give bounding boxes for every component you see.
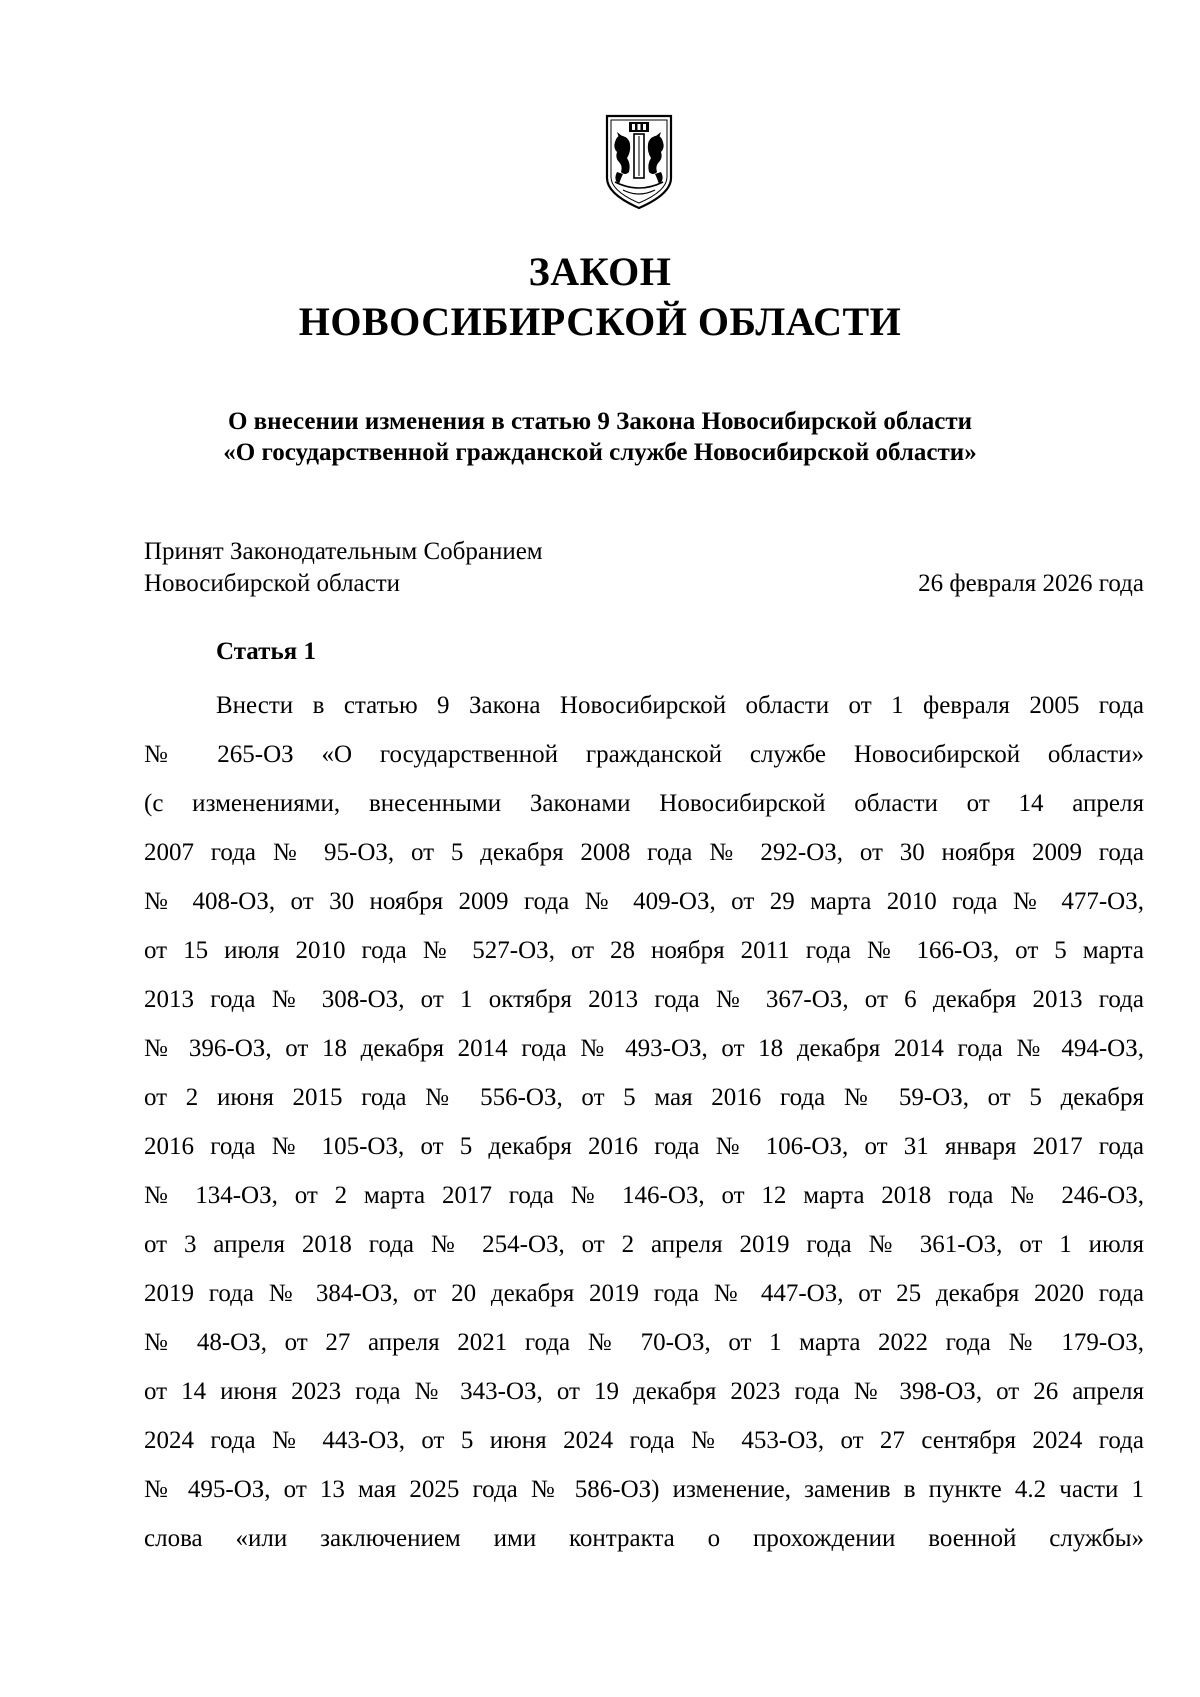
article-body-line: № 396-ОЗ, от 18 декабря 2014 года № 493-ОЗ, от 18 декабря 2014 года № 494-ОЗ, <box>144 1035 1144 1062</box>
article-body-line: 2016 года № 105-ОЗ, от 5 декабря 2016 года № 106-ОЗ, от 31 января 2017 года <box>144 1133 1144 1160</box>
article-body-line: № 495-ОЗ, от 13 мая 2025 года № 586-ОЗ) изменение, заменив в пункте 4.2 части 1 <box>144 1476 1144 1503</box>
article-body-line: 2024 года № 443-ОЗ, от 5 июня 2024 года № 453-ОЗ, от 27 сентября 2024 года <box>144 1427 1144 1454</box>
document-subtitle-line-1: О внесении изменения в статью 9 Закона Новосибирской области <box>227 408 973 435</box>
article-body-line: от 2 июня 2015 года № 556-ОЗ, от 5 мая 2016 года № 59-ОЗ, от 5 декабря <box>144 1084 1144 1111</box>
article-body-line: 2007 года № 95-ОЗ, от 5 декабря 2008 года № 292-ОЗ, от 30 ноября 2009 года <box>144 839 1144 866</box>
coat-of-arms-icon <box>603 112 675 212</box>
document-title-line-2: НОВОСИБИРСКОЙ ОБЛАСТИ <box>298 299 902 344</box>
adopted-by-line-1: Принят Законодательным Собранием <box>144 538 543 565</box>
article-body <box>144 681 1144 1563</box>
article-body-line: от 15 июля 2010 года № 527-ОЗ, от 28 ноября 2011 года № 166-ОЗ, от 5 марта <box>144 937 1144 964</box>
article-body-line: № 265-ОЗ «О государственной гражданской службе Новосибирской области» <box>144 741 1144 768</box>
article-body-line: Внести в статью 9 Закона Новосибирской области от 1 февраля 2005 года <box>216 692 1144 719</box>
article-body-line: слова «или заключением ими контракта о прохождении военной службы» <box>144 1525 1144 1552</box>
article-body-line: от 3 апреля 2018 года № 254-ОЗ, от 2 апреля 2019 года № 361-ОЗ, от 1 июля <box>144 1231 1144 1258</box>
adopted-by-line-2: Новосибирской области <box>144 570 401 597</box>
article-body-line: 2019 года № 384-ОЗ, от 20 декабря 2019 года № 447-ОЗ, от 25 декабря 2020 года <box>144 1280 1144 1307</box>
article-body-line: от 14 июня 2023 года № 343-ОЗ, от 19 декабря 2023 года № 398-ОЗ, от 26 апреля <box>144 1378 1144 1405</box>
article-heading: Статья 1 <box>216 638 316 665</box>
article-body-line: № 408-ОЗ, от 30 ноября 2009 года № 409-ОЗ, от 29 марта 2010 года № 477-ОЗ, <box>144 888 1144 915</box>
article-body-line: (с изменениями, внесенными Законами Новосибирской области от 14 апреля <box>144 790 1144 817</box>
article-body-line: 2013 года № 308-ОЗ, от 1 октября 2013 года № 367-ОЗ, от 6 декабря 2013 года <box>144 986 1144 1013</box>
document-title-line-1: ЗАКОН <box>528 249 672 294</box>
article-body-line: № 134-ОЗ, от 2 марта 2017 года № 146-ОЗ, от 12 марта 2018 года № 246-ОЗ, <box>144 1182 1144 1209</box>
document-subtitle-line-2: «О государственной гражданской службе Новосибирской области» <box>223 439 977 466</box>
article-body-line: № 48-ОЗ, от 27 апреля 2021 года № 70-ОЗ, от 1 марта 2022 года № 179-ОЗ, <box>144 1329 1144 1356</box>
adopted-date: 26 февраля 2026 года <box>918 570 1144 597</box>
